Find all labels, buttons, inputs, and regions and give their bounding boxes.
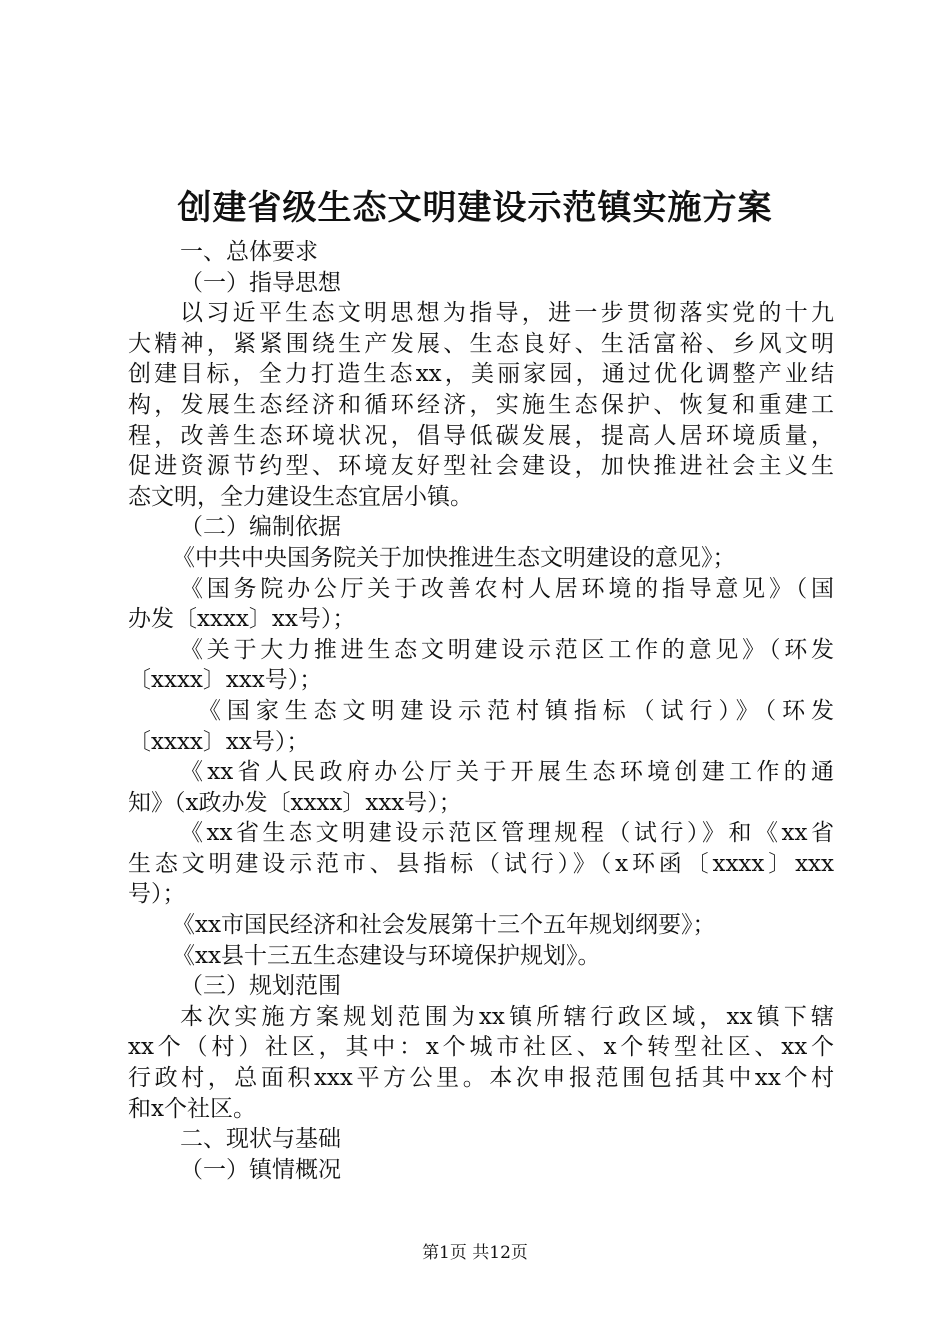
reference-item: 《xx省人民政府办公厅关于开展生态环境创建工作的通 — [180, 759, 834, 786]
paragraph-line: 以习近平生态文明思想为指导，进一步贯彻落实党的十九 — [180, 300, 834, 327]
section-heading: 二、现状与基础 — [180, 1126, 341, 1153]
reference-item-cont: 号）； — [128, 881, 186, 908]
reference-item-cont: 〔xxxx〕xxx号）； — [128, 667, 323, 694]
reference-item-cont: 生态文明建设示范市、县指标（试行）》（x环函〔xxxx〕xxx — [128, 850, 834, 877]
paragraph-line: 态文明，全力建设生态宜居小镇。 — [128, 483, 473, 510]
paragraph-line: 促进资源节约型、环境友好型社会建设，加快推进社会主义生 — [128, 453, 834, 480]
paragraph-line: 和x个社区。 — [128, 1095, 256, 1122]
paragraph-line: 大精神，紧紧围绕生产发展、生态良好、生活富裕、乡风文明 — [128, 330, 834, 357]
reference-item-cont: 知》（x政办发〔xxxx〕xxx号）； — [128, 789, 462, 816]
subsection-heading: （三）规划范围 — [180, 973, 341, 1000]
reference-item: 《中共中央国务院关于加快推进生态文明建设的意见》； — [172, 544, 736, 571]
paragraph-line: 程，改善生态环境状况，倡导低碳发展，提高人居环境质量， — [128, 422, 834, 449]
reference-item-cont: 〔xxxx〕xx号）； — [128, 728, 310, 755]
paragraph-line: 本次实施方案规划范围为xx镇所辖行政区域，xx镇下辖 — [180, 1003, 834, 1030]
document-body — [128, 237, 834, 1185]
reference-item: 《xx县十三五生态建设与环境保护规划》。 — [172, 942, 601, 969]
document-title: 创建省级生态文明建设示范镇实施方案 — [177, 188, 773, 228]
reference-item: 《关于大力推进生态文明建设示范区工作的意见》（环发 — [180, 636, 834, 663]
reference-item: 《国务院办公厅关于改善农村人居环境的指导意见》（国 — [180, 575, 834, 602]
paragraph-line: xx个（村）社区，其中：x个城市社区、x个转型社区、xx个 — [128, 1034, 834, 1061]
subsection-heading: （二）编制依据 — [180, 514, 341, 541]
reference-item: 《国家生态文明建设示范村镇指标（试行）》（环发 — [198, 697, 834, 724]
reference-item-cont: 办发〔xxxx〕xx号）； — [128, 606, 356, 633]
page-footer: 第1页 共12页 — [422, 1243, 528, 1263]
subsection-heading: （一）镇情概况 — [180, 1156, 341, 1183]
paragraph-line: 构，发展生态经济和循环经济，实施生态保护、恢复和重建工 — [128, 391, 834, 418]
reference-item: 《xx市国民经济和社会发展第十三个五年规划纲要》； — [172, 912, 716, 939]
paragraph-line: 创建目标，全力打造生态xx，美丽家园，通过优化调整产业结 — [128, 361, 834, 388]
subsection-heading: （一）指导思想 — [180, 269, 341, 296]
section-heading: 一、总体要求 — [180, 239, 318, 265]
paragraph-line: 行政村，总面积xxx平方公里。本次申报范围包括其中xx个村 — [128, 1065, 834, 1092]
reference-item: 《xx省生态文明建设示范区管理规程（试行）》和《xx省 — [180, 820, 834, 847]
